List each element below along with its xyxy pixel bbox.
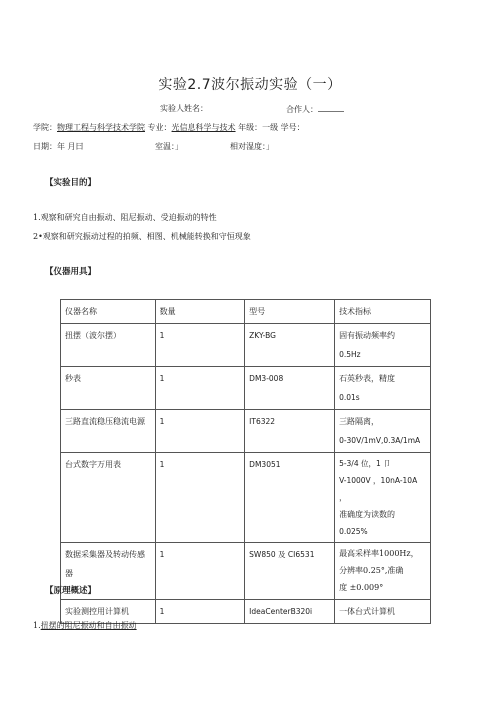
- major-label: 专业：: [147, 123, 172, 132]
- purpose-item-2: 2•观察和研究振动过程的拍频、相图、机械能转换和守恒现象: [33, 232, 251, 241]
- partner-blank: [318, 103, 344, 112]
- equipment-model: ZKY-BG: [245, 324, 335, 367]
- college-value: 物理工程与科学技术学院: [57, 123, 145, 132]
- equipment-model: SW850 及 CI6531: [245, 543, 335, 600]
- spec-line: 5-3/4 位，1 卩: [339, 459, 391, 468]
- principle-heading: 【原理概述】: [45, 586, 97, 596]
- spec-line: 固有振动频率约: [339, 331, 396, 340]
- equipment-name: 实验测控用计算机: [61, 600, 156, 624]
- equipment-heading: 【仪器用具】: [45, 267, 97, 277]
- date-label: 日期：年 月曰: [33, 142, 84, 151]
- purpose-item-1: 1.观察和研究自由振动、阻尼振动、受迫振动的特性: [33, 213, 217, 222]
- spec-line: 0.5Hz: [339, 350, 361, 359]
- equipment-qty: 1: [155, 410, 245, 453]
- principle-item-number: 1.: [33, 621, 41, 630]
- spec-line: 度 ±0.009°: [339, 583, 384, 592]
- table-row: [61, 367, 431, 410]
- header-qty: 数量: [155, 300, 245, 324]
- purpose-heading: 【实验目的】: [45, 178, 97, 188]
- college-label: 学院：: [33, 123, 57, 132]
- student-id-label: 学号：: [280, 123, 305, 132]
- table-row: [61, 543, 431, 600]
- equipment-qty: 1: [155, 453, 245, 543]
- major-value: 光信息科学与技术: [171, 123, 236, 132]
- experimenter-label: 实验人姓名：: [160, 104, 208, 113]
- equipment-spec: [335, 453, 431, 543]
- equipment-spec: [335, 410, 431, 453]
- equipment-qty: 1: [155, 367, 245, 410]
- table-row: [61, 324, 431, 367]
- equipment-qty: 1: [155, 543, 245, 600]
- equipment-name: 扭摆（波尔摆）: [61, 324, 156, 367]
- spec-line: V-1000V ，10nA-10A ，: [339, 476, 418, 502]
- humidity-label: 相对湿度：」: [230, 142, 274, 151]
- equipment-qty: 1: [155, 324, 245, 367]
- equipment-spec: [335, 600, 431, 624]
- equipment-name: 三路直流稳压稳流电源: [61, 410, 156, 453]
- equipment-spec: [335, 324, 431, 367]
- college-line: [33, 122, 305, 133]
- equipment-name: 数据采集器及转动传感器: [61, 543, 156, 600]
- partner-label: 合作人：: [286, 105, 318, 114]
- equipment-model: DM3051: [245, 453, 335, 543]
- principle-item-1: [33, 620, 137, 631]
- spec-line: 石英秒表，精度: [339, 374, 396, 383]
- equipment-spec: [335, 367, 431, 410]
- spec-line: 0.01s: [339, 393, 360, 402]
- equipment-model: IT6322: [245, 410, 335, 453]
- equipment-spec: [335, 543, 431, 600]
- partner-field: [286, 103, 344, 115]
- equipment-model: DM3-008: [245, 367, 335, 410]
- equipment-table: [60, 299, 431, 624]
- equipment-model: IdeaCenterB320i: [245, 600, 335, 624]
- equipment-name: 台式数字万用表: [61, 453, 156, 543]
- table-row: [61, 453, 431, 543]
- spec-line: 0-30V/1mV,0.3A/1mA: [339, 436, 421, 445]
- principle-item-text: 扭摆的阻尼振动和自由振动: [40, 621, 137, 630]
- header-spec: 技术指标: [335, 300, 431, 324]
- spec-line: 准确度为读数的: [339, 510, 396, 519]
- spec-line: 分辨率0.25°,准确: [339, 566, 404, 575]
- spec-line: 三路隔离，: [339, 417, 380, 426]
- table-header-row: [61, 300, 431, 324]
- grade-label: 年级：一级: [238, 123, 279, 132]
- table-row: [61, 410, 431, 453]
- spec-line: 最高采样率1000Hz，: [339, 549, 419, 558]
- room-temp-label: 室温：」: [155, 142, 183, 151]
- spec-line: 一体台式计算机: [339, 607, 396, 616]
- header-name: 仪器名称: [61, 300, 156, 324]
- spec-line: 0.025%: [339, 527, 368, 536]
- equipment-qty: 1: [155, 600, 245, 624]
- equipment-name: 秒表: [61, 367, 156, 410]
- document-title: 实验2.7波尔振动实验（一）: [158, 77, 342, 93]
- header-model: 型号: [245, 300, 335, 324]
